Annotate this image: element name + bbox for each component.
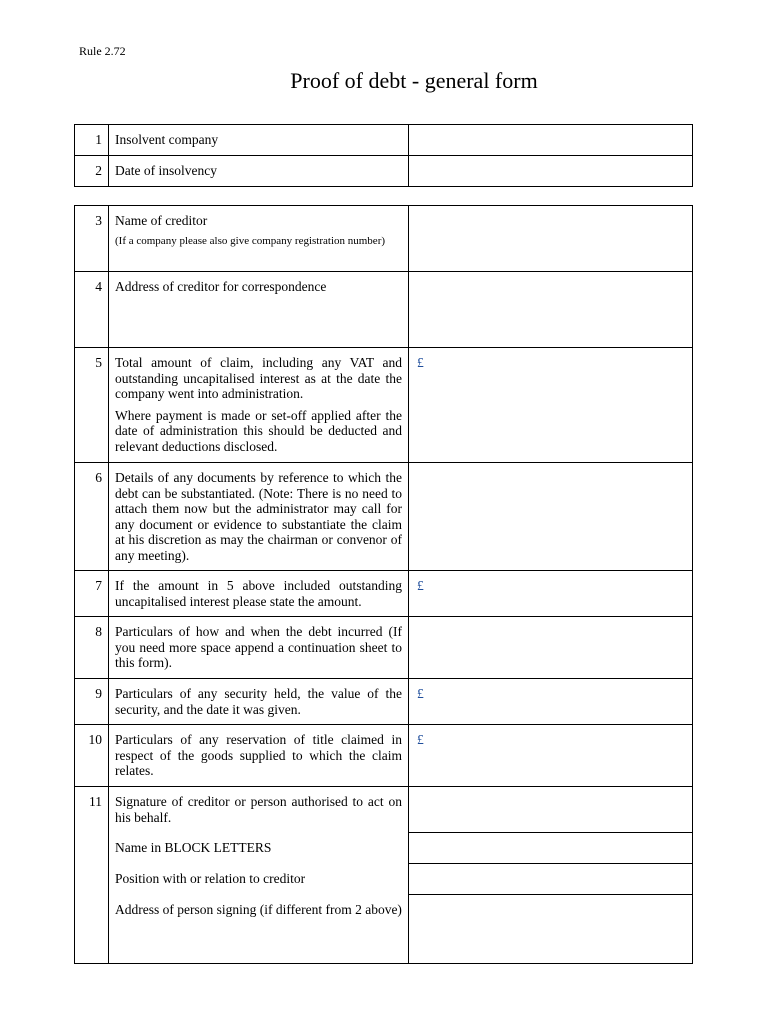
row-insolvent-company — [75, 125, 693, 156]
documents-field[interactable] — [409, 463, 693, 571]
row-debt-particulars — [75, 617, 693, 679]
row-total-amount — [75, 348, 693, 463]
name-label: Name in BLOCK LETTERS — [115, 840, 272, 855]
row-label — [109, 348, 409, 463]
row-security — [75, 679, 693, 725]
company-table — [74, 124, 693, 187]
row-label: Address of creditor for correspondence — [109, 272, 409, 348]
row-label: Particulars of any reservation of title claimed in respect of the goods supplied to which the claim relates. — [109, 725, 409, 787]
block-letters-name-field[interactable] — [409, 833, 692, 864]
row-number: 3 — [75, 206, 109, 272]
address-signing-field[interactable] — [409, 895, 692, 963]
row-number: 6 — [75, 463, 109, 571]
row-label: Particulars of how and when the debt incurred (If you need more space append a continuation sheet to this form). — [109, 617, 409, 679]
row-number: 1 — [75, 125, 109, 156]
row-label-para2: Where payment is made or set-off applied after the date of administration this should be deducted and relevant deductions disclosed. — [115, 407, 402, 454]
signature-field[interactable] — [409, 787, 692, 833]
row-interest-amount — [75, 571, 693, 617]
row-number: 7 — [75, 571, 109, 617]
debt-particulars-field[interactable] — [409, 617, 693, 679]
row-label: If the amount in 5 above included outstanding uncapitalised interest please state the amount. — [109, 571, 409, 617]
row-number: 8 — [75, 617, 109, 679]
row-date-of-insolvency — [75, 156, 693, 187]
row-label — [109, 787, 409, 964]
signature-fields — [409, 787, 693, 964]
row-number: 4 — [75, 272, 109, 348]
position-field[interactable] — [409, 864, 692, 895]
row-number: 2 — [75, 156, 109, 187]
row-number: 11 — [75, 787, 109, 964]
insolvent-company-field[interactable] — [409, 125, 693, 156]
reservation-of-title-field[interactable]: £ — [409, 725, 693, 787]
row-label: Particulars of any security held, the value of the security, and the date it was given. — [109, 679, 409, 725]
row-label: Details of any documents by reference to which the debt can be substantiated. (Note: There is no need to attach them now but the administrator may call for any document or evidence to substantiate the claim at his discretion as may the chairman or convenor of any meeting). — [109, 463, 409, 571]
row-address-of-creditor — [75, 272, 693, 348]
row-label: Insolvent company — [109, 125, 409, 156]
form-title: Proof of debt - general form — [290, 68, 538, 93]
row-number: 5 — [75, 348, 109, 463]
address-of-creditor-field[interactable] — [409, 272, 693, 348]
signature-label: Signature of creditor or person authorised to act on his behalf. — [115, 794, 402, 825]
total-amount-field[interactable]: £ — [409, 348, 693, 463]
row-number: 9 — [75, 679, 109, 725]
position-label: Position with or relation to creditor — [115, 870, 306, 886]
row-label — [109, 206, 409, 272]
row-name-of-creditor — [75, 206, 693, 272]
address-signing-label: Address of person signing (if different from 2 above) — [115, 902, 402, 917]
row-reservation-of-title — [75, 725, 693, 787]
row-documents — [75, 463, 693, 571]
name-of-creditor-field[interactable] — [409, 206, 693, 272]
interest-amount-field[interactable]: £ — [409, 571, 693, 617]
row-label-text: Total amount of claim, including any VAT and outstanding uncapitalised interest as at the date the company went into administration. — [115, 355, 402, 401]
date-of-insolvency-field[interactable] — [409, 156, 693, 187]
row-number: 10 — [75, 725, 109, 787]
row-label: Date of insolvency — [109, 156, 409, 187]
rule-reference: Rule 2.72 — [79, 44, 126, 58]
security-field[interactable]: £ — [409, 679, 693, 725]
row-label-text: Name of creditor — [115, 213, 208, 228]
row-note: (If a company please also give company registration number) — [115, 234, 386, 247]
row-signature — [75, 787, 693, 964]
claim-table — [74, 205, 693, 964]
